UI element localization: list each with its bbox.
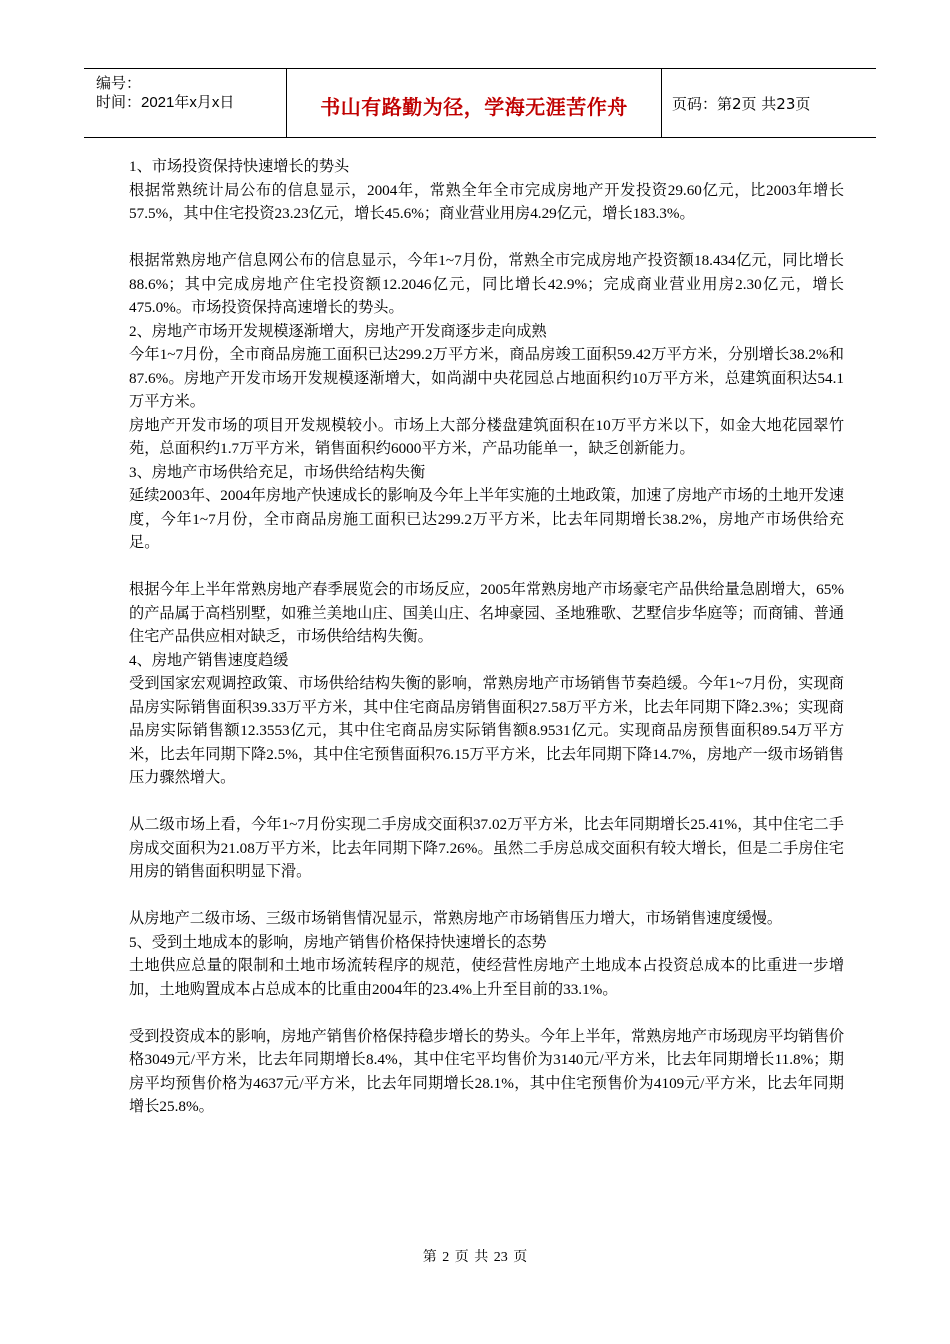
body-paragraph: 根据常熟房地产信息网公布的信息显示，今年1~7月份，常熟全市完成房地产投资额18.434亿元，同比增长88.6%；其中完成房地产住宅投资额12.2046亿元，同比增长42.9%；完成商业营业用房2.30亿元，增长475.0%。市场投资保持高速增长的势头。 — [129, 252, 844, 316]
body-paragraph: 从二级市场上看，今年1~7月份实现二手房成交面积37.02万平方米，比去年同期增长25.41%，其中住宅二手房成交面积为21.08万平方米，比去年同期下降7.26%。虽然二手房总成交面积有较大增长，但是二手房住宅用房的销售面积明显下滑。 — [129, 816, 844, 880]
paragraph-spacer — [129, 226, 844, 250]
section-heading: 5、受到土地成本的影响，房地产销售价格保持快速增长的态势 — [129, 933, 547, 951]
body-paragraph: 土地供应总量的限制和土地市场流转程序的规范，使经营性房地产土地成本占投资总成本的比重进一步增加，土地购置成本占总成本的比重由2004年的23.4%上升至目前的33.1%。 — [129, 957, 844, 998]
document-body — [129, 155, 844, 1119]
body-paragraph: 延续2003年、2004年房地产快速成长的影响及今年上半年实施的土地政策，加速了房地产市场的土地开发速度，今年1~7月份，全市商品房施工面积已达299.2万平方米，比去年同期增长38.2%，房地产市场供给充足。 — [129, 487, 844, 551]
body-paragraph: 房地产开发市场的项目开发规模较小。市场上大部分楼盘建筑面积在10万平方米以下，如金大地花园翠竹苑，总面积约1.7万平方米，销售面积约6000平方米，产品功能单一，缺乏创新能力。 — [129, 416, 844, 457]
section-heading: 4、房地产销售速度趋缓 — [129, 651, 289, 669]
page-footer: 第 2 页 共 23 页 — [422, 1250, 528, 1265]
serial-number-label: 编号： — [96, 75, 142, 92]
body-paragraph: 根据常熟统计局公布的信息显示，2004年，常熟全年全市完成房地产开发投资29.60亿元，比2003年增长57.5%，其中住宅投资23.23亿元，增长45.6%；商业营业用房4.29亿元，增长183.3%。 — [129, 181, 844, 222]
header-page-cell — [662, 69, 876, 137]
paragraph-spacer — [129, 555, 844, 579]
paragraph-spacer — [129, 884, 844, 908]
body-paragraph: 根据今年上半年常熟房地产春季展览会的市场反应，2005年常熟房地产市场豪宅产品供给量急剧增大，65%的产品属于高档别墅，如雅兰美地山庄、国美山庄、名坤豪园、圣地雅歌、艺墅信步华庭等；而商铺、普通住宅产品供应相对缺乏，市场供给结构失衡。 — [129, 581, 844, 645]
header-page-indicator: 页码：第2页 共23页 — [672, 95, 811, 113]
header-meta-cell — [84, 69, 286, 137]
body-paragraph: 今年1~7月份，全市商品房施工面积已达299.2万平方米，商品房竣工面积59.42万平方米，分别增长38.2%和87.6%。房地产开发市场开发规模逐渐增大，如尚湖中央花园总占地面积约10万平方米，总建筑面积达54.1万平方米。 — [129, 346, 844, 410]
body-paragraph: 受到国家宏观调控政策、市场供给结构失衡的影响，常熟房地产市场销售节奏趋缓。今年1~7月份，实现商品房实际销售面积39.33万平方米，其中住宅商品房销售面积27.58万平方米，比去年同期下降2.3%；实现商品房实际销售额12.3553亿元，其中住宅商品房实际销售额8.9531亿元。实现商品房预售面积89.54万平方米，比去年同期下降2.5%，其中住宅预售面积76.15万平方米，比去年同期下降14.7%，房地产一级市场销售压力骤然增大。 — [129, 675, 844, 786]
page-header — [84, 68, 876, 138]
section-heading: 2、房地产市场开发规模逐渐增大，房地产开发商逐步走向成熟 — [129, 322, 547, 340]
section-heading: 3、房地产市场供给充足，市场供给结构失衡 — [129, 463, 426, 481]
paragraph-spacer — [129, 1001, 844, 1025]
body-paragraph: 从房地产二级市场、三级市场销售情况显示，常熟房地产市场销售压力增大，市场销售速度缓慢。 — [129, 910, 783, 927]
paragraph-spacer — [129, 790, 844, 814]
header-motto-cell — [286, 69, 662, 137]
date-label: 时间：2021年x月x日 — [96, 94, 235, 111]
section-heading: 1、市场投资保持快速增长的势头 — [129, 158, 350, 175]
header-motto: 书山有路勤为径，学海无涯苦作舟 — [320, 95, 628, 119]
body-paragraph: 受到投资成本的影响，房地产销售价格保持稳步增长的势头。今年上半年，常熟房地产市场现房平均销售价格3049元/平方米，比去年同期增长8.4%，其中住宅平均售价为3140元/平方米，比去年同期增长11.8%；期房平均预售价格为4637元/平方米，比去年同期增长28.1%，其中住宅预售价为4109元/平方米，比去年同期增长25.8%。 — [129, 1027, 844, 1115]
